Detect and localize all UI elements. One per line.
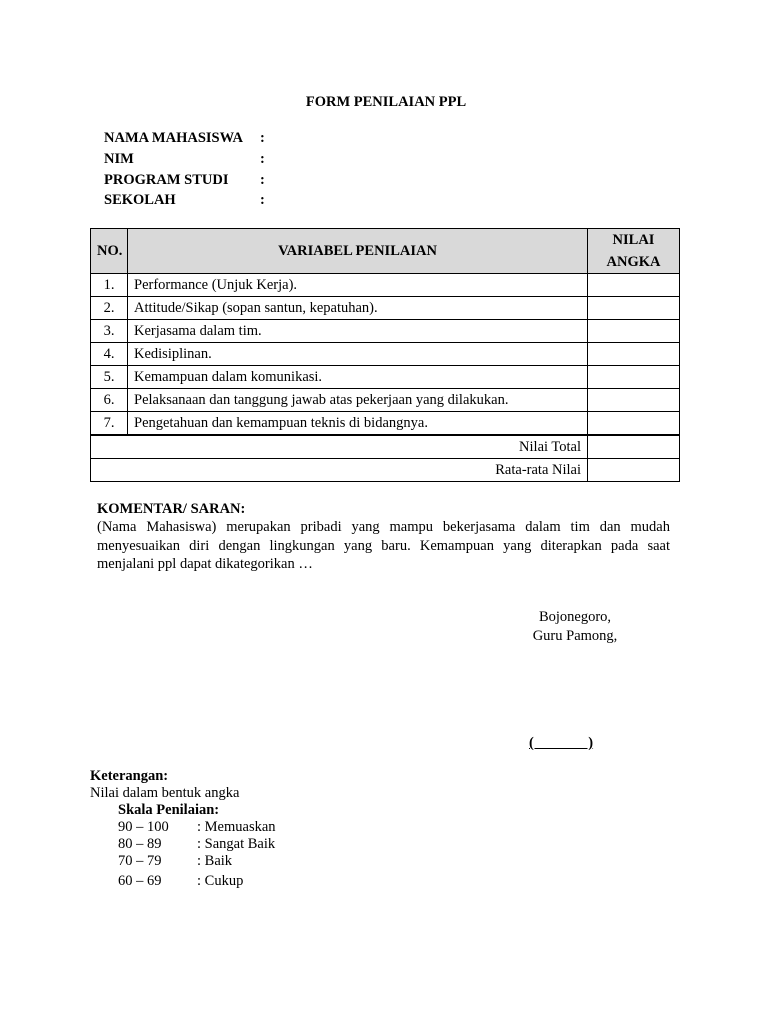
header-no: NO. <box>91 229 128 274</box>
row-no: 1. <box>91 274 128 297</box>
komentar-text: (Nama Mahasiswa) merupakan pribadi yang mampu bekerjasama dalam tim dan mudah menyesuaikan diri dengan lingkungan yang baru. Kemampuan yang diterapkan pada saat menjalani ppl dapat dikategorikan … <box>97 519 670 572</box>
row-nilai-cell[interactable] <box>588 389 680 412</box>
table-row <box>91 297 680 320</box>
row-variabel: Performance (Unjuk Kerja). <box>128 274 588 297</box>
identity-row-sekolah <box>104 190 265 210</box>
row-no: 5. <box>91 366 128 389</box>
form-title: FORM PENILAIAN PPL <box>305 94 467 110</box>
row-variabel: Pengetahuan dan kemampuan teknis di bidangnya. <box>128 412 588 436</box>
identity-colon: : <box>260 172 265 188</box>
skala-desc: : Cukup <box>197 873 244 889</box>
skala-row <box>118 873 243 890</box>
skala-heading: Skala Penilaian: <box>118 802 220 818</box>
identity-row-nim <box>104 149 265 169</box>
row-variabel: Kemampuan dalam komunikasi. <box>128 366 588 389</box>
identity-label: PROGRAM STUDI <box>104 172 229 188</box>
identity-label: NAMA MAHASISWA <box>104 130 243 146</box>
skala-desc: : Baik <box>197 853 233 869</box>
signature-role: Guru Pamong, <box>532 628 618 644</box>
row-no: 6. <box>91 389 128 412</box>
row-nilai-cell[interactable] <box>588 366 680 389</box>
grading-table <box>90 228 680 482</box>
row-no: 4. <box>91 343 128 366</box>
table-row <box>91 389 680 412</box>
table-row <box>91 343 680 366</box>
skala-desc: : Sangat Baik <box>197 836 276 852</box>
row-no: 2. <box>91 297 128 320</box>
identity-label: SEKOLAH <box>104 192 176 208</box>
header-nilai-line2: ANGKA <box>606 254 661 270</box>
total-row <box>91 435 680 459</box>
table-row <box>91 320 680 343</box>
row-no: 7. <box>91 412 128 436</box>
skala-desc: : Memuaskan <box>197 819 276 835</box>
identity-colon: : <box>260 151 265 167</box>
skala-range: 70 – 79 <box>118 853 162 869</box>
row-variabel: Kedisiplinan. <box>128 343 588 366</box>
skala-row <box>118 853 232 870</box>
identity-colon: : <box>260 130 265 146</box>
row-variabel: Attitude/Sikap (sopan santun, kepatuhan). <box>128 297 588 320</box>
komentar-heading: KOMENTAR/ SARAN: <box>97 501 246 517</box>
row-nilai-cell[interactable] <box>588 297 680 320</box>
signature-name-line: ( ) <box>529 735 594 751</box>
keterangan-text: Nilai dalam bentuk angka <box>90 785 240 801</box>
header-nilai <box>588 229 680 274</box>
header-variabel: VARIABEL PENILAIAN <box>128 229 588 274</box>
identity-row-nama <box>104 128 265 148</box>
identity-colon: : <box>260 192 265 208</box>
average-label: Rata-rata Nilai <box>91 459 588 482</box>
signature-place: Bojonegoro, <box>538 609 612 625</box>
identity-label: NIM <box>104 151 134 167</box>
table-row <box>91 366 680 389</box>
header-nilai-line1: NILAI <box>612 232 655 248</box>
row-nilai-cell[interactable] <box>588 412 680 436</box>
table-header-row <box>91 229 680 274</box>
skala-range: 80 – 89 <box>118 836 162 852</box>
average-value-cell[interactable] <box>588 459 680 482</box>
skala-range: 60 – 69 <box>118 873 162 889</box>
row-no: 3. <box>91 320 128 343</box>
total-value-cell[interactable] <box>588 435 680 459</box>
row-nilai-cell[interactable] <box>588 343 680 366</box>
row-nilai-cell[interactable] <box>588 320 680 343</box>
table-row <box>91 412 680 436</box>
table-row <box>91 274 680 297</box>
total-label: Nilai Total <box>91 435 588 459</box>
keterangan-heading: Keterangan: <box>90 768 169 784</box>
row-variabel: Pelaksanaan dan tanggung jawab atas pekerjaan yang dilakukan. <box>128 389 588 412</box>
skala-row <box>118 819 276 836</box>
skala-row <box>118 836 275 853</box>
skala-range: 90 – 100 <box>118 819 169 835</box>
identity-row-program-studi <box>104 170 265 190</box>
average-row <box>91 459 680 482</box>
row-nilai-cell[interactable] <box>588 274 680 297</box>
row-variabel: Kerjasama dalam tim. <box>128 320 588 343</box>
